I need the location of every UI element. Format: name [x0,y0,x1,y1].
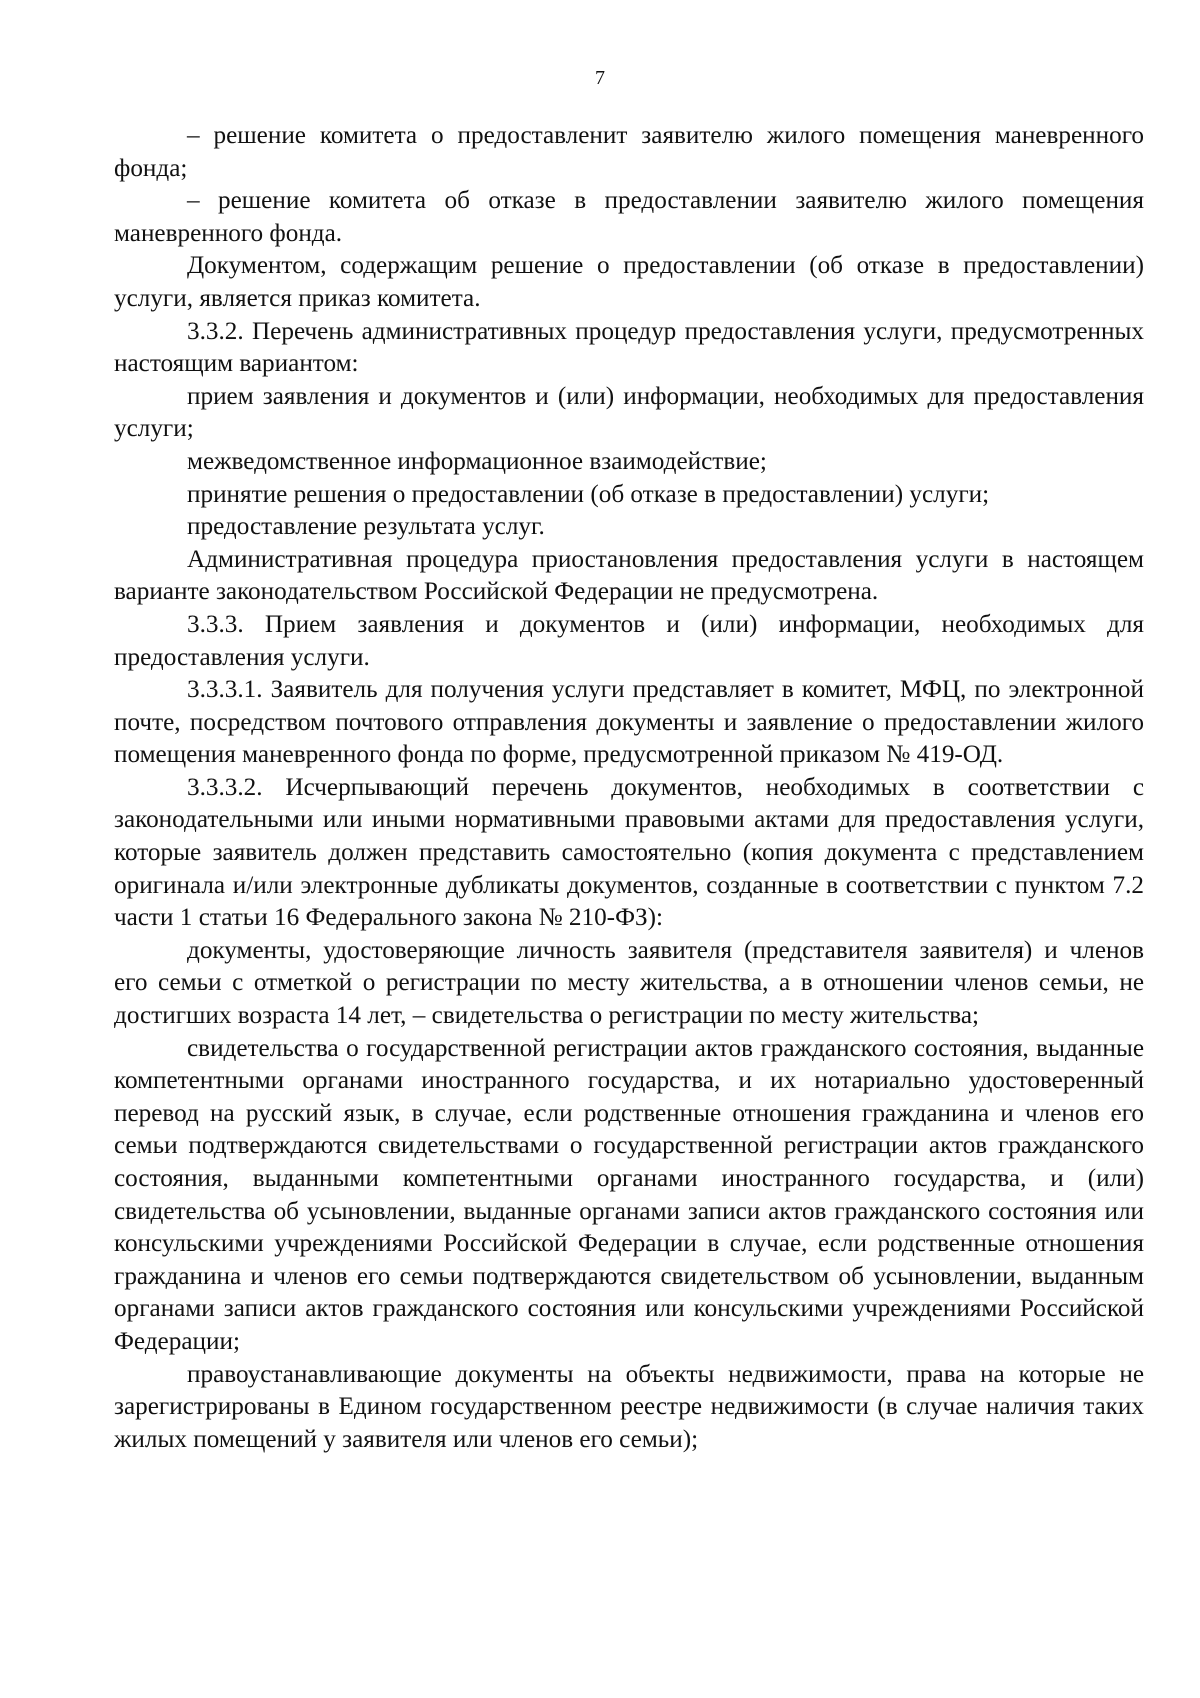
paragraph-section-3-3-3-2: 3.3.3.2. Исчерпывающий перечень документов, необходимых в соответствии с законодательными или иными нормативными правовыми актами для предоставления услуги, которые заявитель должен представить самостоятельно (копия документа с представлением оригинала и/или электронные дубликаты документов, созданные в соответствии с пунктом 7.2 части 1 статьи 16 Федерального закона № 210-ФЗ): [114,773,1144,932]
paragraph-procedure-decision: принятие решения о предоставлении (об отказе в предоставлении) услуги; [187,480,990,508]
paragraph-section-3-3-3-1: 3.3.3.1. Заявитель для получения услуги представляет в комитет, МФЦ, по электронной почте, посредством почтового отправления документы и заявление о предоставлении жилого помещения маневренного фонда по форме, предусмотренной приказом № 419-ОД. [114,676,1144,769]
paragraph-result-document: Документом, содержащим решение о предоставлении (об отказе в предоставлении) услуги, является приказ комитета. [114,252,1144,312]
paragraph-section-3-3-3: 3.3.3. Прием заявления и документов и (или) информации, необходимых для предоставления услуги. [114,610,1144,671]
document-body [114,120,1144,1456]
paragraph-procedure-result: предоставление результата услуг. [187,513,545,541]
page-number: 7 [595,67,605,89]
paragraph-decision-grant: – решение комитета о предоставленит заявителю жилого помещения маневренного фонда; [114,122,1144,182]
paragraph-procedure-reception: прием заявления и документов и (или) информации, необходимых для предоставления услуги; [114,382,1144,443]
paragraph-decision-refusal: – решение комитета об отказе в предоставлении заявителю жилого помещения маневренного фонда. [114,187,1144,247]
paragraph-section-3-3-2: 3.3.2. Перечень административных процедур предоставления услуги, предусмотренных настоящим вариантом: [114,317,1144,378]
paragraph-title-documents: правоустанавливающие документы на объекты недвижимости, права на которые не зарегистрированы в Едином государственном реестре недвижимости (в случае наличия таких жилых помещений у заявителя или членов его семьи); [114,1360,1144,1453]
paragraph-identity-documents: документы, удостоверяющие личность заявителя (представителя заявителя) и членов его семьи с отметкой о регистрации по месту жительства, а в отношении членов семьи, не достигших возраста 14 лет, – свидетельства о регистрации по месту жительства; [114,936,1144,1030]
paragraph-procedure-interaction: межведомственное информационное взаимодействие; [187,447,767,475]
paragraph-suspension-note: Административная процедура приостановления предоставления услуги в настоящем варианте законодательством Российской Федерации не предусмотрена. [114,545,1144,606]
paragraph-civil-status-certificates: свидетельства о государственной регистрации актов гражданского состояния, выданные компетентными органами иностранного государства, и их нотариально удостоверенный перевод на русский язык, в случае, если родственные отношения гражданина и членов его семьи подтверждаются свидетельствами о государственной регистрации актов гражданского состояния, выданными компетентными органами иностранного государства, и (или) свидетельства об усыновлении, выданные органами записи актов гражданского состояния или консульскими учреждениями Российской Федерации в случае, если родственные отношения гражданина и членов его семьи подтверждаются свидетельством об усыновлении, выданным органами записи актов гражданского состояния или консульскими учреждениями Российской Федерации; [114,1034,1144,1355]
